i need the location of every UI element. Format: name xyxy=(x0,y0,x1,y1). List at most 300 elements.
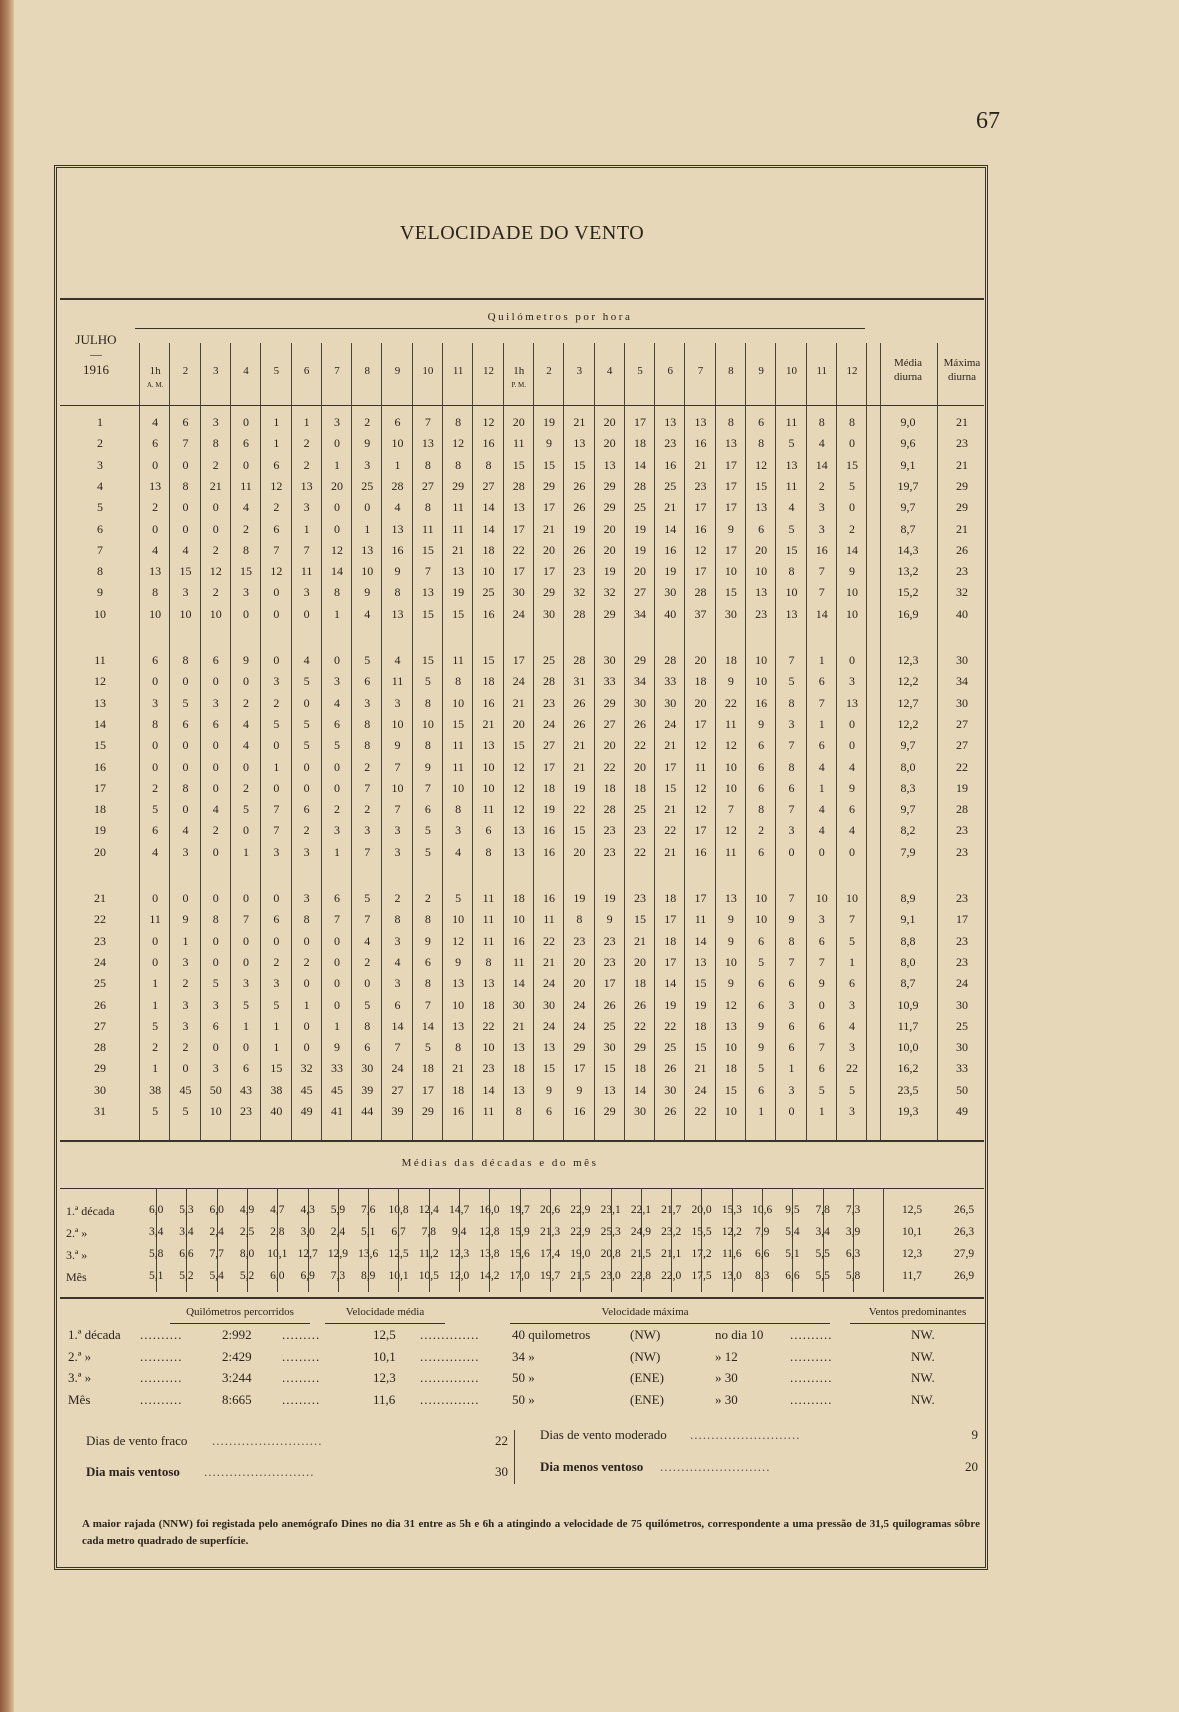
table-cell: 15 xyxy=(694,976,707,991)
table-cell: 8 xyxy=(364,738,371,753)
day-number: 9 xyxy=(97,585,103,600)
summary-dots: .......... xyxy=(790,1327,833,1342)
table-cell: 20 xyxy=(573,844,586,859)
table-cell: 12 xyxy=(724,997,737,1012)
table-cell: 34 xyxy=(633,606,646,621)
table-cell: 7 xyxy=(424,780,431,795)
table-cell: 40 xyxy=(270,1104,283,1118)
table-cell: 5 xyxy=(182,695,189,710)
daily-max: 22 xyxy=(956,759,968,774)
daily-mean: 16,9 xyxy=(897,606,919,621)
summary-label: 1.ª década xyxy=(68,1327,121,1342)
table-cell: 12 xyxy=(694,802,707,817)
table-cell: 3 xyxy=(394,933,401,948)
table-cell: 20 xyxy=(755,542,768,557)
table-cell: 17 xyxy=(724,478,737,493)
daily-max: 25 xyxy=(956,1018,968,1033)
days-label: Dias de vento moderado xyxy=(540,1427,667,1442)
day-number: 5 xyxy=(97,500,103,515)
table-cell: 15 xyxy=(421,653,434,667)
table-cell: 15 xyxy=(573,823,586,838)
summary-dots: ......... xyxy=(282,1327,321,1342)
table-cell: 8 xyxy=(788,564,795,579)
table-cell: 14 xyxy=(846,542,859,557)
hour-header: 2 xyxy=(182,365,189,377)
table-cell: 10 xyxy=(785,585,798,600)
table-cell: 8 xyxy=(849,415,856,429)
decade-cell: 5,2 xyxy=(239,1270,255,1282)
table-cell: 21 xyxy=(512,695,525,710)
table-cell: 1 xyxy=(758,1104,765,1118)
decade-cell: 22,8 xyxy=(630,1270,651,1282)
table-cell: 13 xyxy=(391,521,404,536)
table-cell: 13 xyxy=(694,954,707,969)
table-cell: 5 xyxy=(424,823,431,838)
table-cell: 10 xyxy=(179,606,192,621)
table-cell: 15 xyxy=(724,1082,737,1097)
table-cell: 0 xyxy=(303,933,310,948)
table-cell: 0 xyxy=(243,457,250,472)
table-cell: 21 xyxy=(452,1061,465,1076)
table-cell: 23 xyxy=(694,478,707,493)
table-cell: 39 xyxy=(361,1082,374,1097)
decade-cell: 6,6 xyxy=(179,1248,194,1260)
table-cell: 10 xyxy=(755,653,768,667)
summary-dia: » 30 xyxy=(715,1391,738,1407)
table-cell: 13 xyxy=(452,1018,465,1033)
decade-cell: 13,0 xyxy=(721,1270,742,1282)
decade-cell: 8,0 xyxy=(239,1248,255,1260)
table-cell: 3 xyxy=(788,997,795,1012)
table-cell: 6 xyxy=(152,436,159,451)
table-cell: 0 xyxy=(303,759,310,774)
table-cell: 33 xyxy=(330,1061,343,1076)
decade-cell: 12,2 xyxy=(721,1226,742,1238)
daily-mean: 8,0 xyxy=(900,954,916,969)
table-cell: 0 xyxy=(182,891,189,905)
decade-cell: 22,9 xyxy=(570,1226,591,1238)
table-cell: 7 xyxy=(243,912,250,927)
table-cell: 8 xyxy=(485,844,492,859)
summary-header-km: Quilómetros percorridos xyxy=(186,1306,294,1318)
hour-header: 9 xyxy=(758,365,764,377)
daily-max: 27 xyxy=(956,738,968,753)
table-cell: 13 xyxy=(573,436,586,451)
table-cell: 25 xyxy=(543,653,556,667)
table-cell: 6 xyxy=(394,997,401,1012)
table-cell: 14 xyxy=(694,933,707,948)
table-cell: 25 xyxy=(633,500,646,515)
table-cell: 13 xyxy=(724,891,737,905)
table-cell: 22 xyxy=(633,844,646,859)
summary-max: 40 quilometros xyxy=(512,1327,591,1342)
day-number: 21 xyxy=(94,891,106,905)
table-cell: 17 xyxy=(512,564,525,579)
table-cell: 6 xyxy=(849,802,856,817)
table-cell: 0 xyxy=(152,738,159,753)
table-cell: 3 xyxy=(182,844,189,859)
table-cell: 11 xyxy=(240,478,252,493)
table-cell: 6 xyxy=(424,802,431,817)
table-cell: 8 xyxy=(152,716,159,731)
decade-cell: 15,9 xyxy=(509,1226,530,1238)
table-cell: 15 xyxy=(755,478,768,493)
table-cell: 12 xyxy=(694,738,707,753)
table-cell: 2 xyxy=(152,500,159,515)
table-cell: 10 xyxy=(482,759,495,774)
daily-max: 21 xyxy=(956,457,968,472)
table-cell: 6 xyxy=(546,1104,553,1118)
daily-mean: 16,2 xyxy=(897,1061,919,1076)
table-cell: 23 xyxy=(633,823,646,838)
table-cell: 18 xyxy=(482,674,495,689)
table-cell: 17 xyxy=(724,500,737,515)
table-cell: 4 xyxy=(182,823,189,838)
table-cell: 17 xyxy=(603,976,616,991)
table-cell: 10 xyxy=(391,716,404,731)
table-cell: 25 xyxy=(633,802,646,817)
table-cell: 29 xyxy=(543,585,556,600)
table-cell: 15 xyxy=(421,542,434,557)
decade-max: 26,9 xyxy=(953,1270,975,1282)
daily-max: 21 xyxy=(956,521,968,536)
summary-dia: » 12 xyxy=(715,1348,738,1364)
table-cell: 11 xyxy=(149,912,161,927)
table-cell: 0 xyxy=(788,1104,795,1118)
table-cell: 21 xyxy=(694,1061,707,1076)
table-cell: 11 xyxy=(482,891,495,905)
decade-cell: 5,5 xyxy=(815,1270,830,1282)
table-cell: 29 xyxy=(603,606,616,621)
table-cell: 3 xyxy=(818,912,825,927)
table-cell: 3 xyxy=(364,823,371,838)
table-cell: 26 xyxy=(664,1061,677,1076)
table-cell: 0 xyxy=(182,457,189,472)
table-cell: 4 xyxy=(849,1018,856,1033)
hour-header: 3 xyxy=(576,365,583,377)
decade-cell: 7,6 xyxy=(361,1204,376,1216)
daily-mean: 23,5 xyxy=(897,1082,919,1097)
table-cell: 28 xyxy=(664,653,677,667)
table-cell: 19 xyxy=(573,780,586,795)
table-cell: 0 xyxy=(212,954,219,969)
decade-cell: 4,7 xyxy=(270,1204,285,1216)
table-cell: 22 xyxy=(482,1018,495,1033)
table-cell: 4 xyxy=(394,954,401,969)
table-cell: 0 xyxy=(182,802,189,817)
table-cell: 13 xyxy=(512,823,525,838)
table-cell: 6 xyxy=(758,976,765,991)
table-cell: 13 xyxy=(391,606,404,621)
table-cell: 11 xyxy=(785,415,798,429)
table-cell: 1 xyxy=(273,759,280,774)
decade-cell: 5,4 xyxy=(209,1270,224,1282)
table-cell: 7 xyxy=(818,585,825,600)
table-cell: 21 xyxy=(664,844,677,859)
table-cell: 6 xyxy=(243,436,250,451)
day-number: 16 xyxy=(94,759,106,774)
table-cell: 44 xyxy=(361,1104,374,1118)
table-cell: 27 xyxy=(391,1082,404,1097)
table-cell: 19 xyxy=(452,585,465,600)
table-cell: 10 xyxy=(361,564,374,579)
table-cell: 17 xyxy=(724,457,737,472)
table-cell: 18 xyxy=(512,891,525,905)
table-cell: 10 xyxy=(482,1040,495,1055)
table-cell: 28 xyxy=(391,478,404,493)
table-cell: 8 xyxy=(212,912,219,927)
day-number: 24 xyxy=(94,954,106,969)
table-cell: 8 xyxy=(727,415,734,429)
table-cell: 8 xyxy=(182,653,189,667)
table-cell: 5 xyxy=(303,716,310,731)
daily-mean: 19,3 xyxy=(897,1104,919,1118)
table-cell: 2 xyxy=(243,695,250,710)
table-cell: 2 xyxy=(758,823,765,838)
table-cell: 3 xyxy=(212,997,219,1012)
table-cell: 23 xyxy=(603,933,616,948)
day-number: 14 xyxy=(94,716,106,731)
table-cell: 8 xyxy=(394,585,401,600)
table-cell: 17 xyxy=(694,823,707,838)
table-cell: 22 xyxy=(694,1104,707,1118)
table-cell: 8 xyxy=(364,716,371,731)
daily-mean: 9,6 xyxy=(900,436,916,451)
day-number: 3 xyxy=(97,457,103,472)
table-cell: 2 xyxy=(424,891,431,905)
day-number: 11 xyxy=(94,653,106,667)
table-cell: 17 xyxy=(512,653,525,667)
table-cell: 3 xyxy=(212,1061,219,1076)
decade-cell: 6,9 xyxy=(300,1270,315,1282)
hour-header: 8 xyxy=(364,365,370,377)
table-cell: 18 xyxy=(633,976,646,991)
decade-cell: 7,3 xyxy=(845,1204,861,1216)
table-cell: 12 xyxy=(330,542,343,557)
table-cell: 4 xyxy=(152,415,159,429)
table-cell: 24 xyxy=(543,716,556,731)
table-cell: 0 xyxy=(243,891,250,905)
table-cell: 13 xyxy=(664,415,677,429)
table-cell: 30 xyxy=(633,1104,646,1118)
table-cell: 8 xyxy=(212,436,219,451)
table-cell: 13 xyxy=(603,1082,616,1097)
table-cell: 11 xyxy=(482,933,495,948)
table-cell: 24 xyxy=(512,606,525,621)
table-cell: 8 xyxy=(424,738,431,753)
table-cell: 6 xyxy=(788,976,795,991)
table-cell: 6 xyxy=(818,1018,825,1033)
summary-km: 2:992 xyxy=(222,1327,252,1342)
summary-dia: no dia 10 xyxy=(715,1327,764,1342)
table-cell: 9 xyxy=(333,1040,340,1055)
table-cell: 16 xyxy=(664,457,677,472)
decade-label: 3.ª » xyxy=(66,1248,88,1262)
table-cell: 9 xyxy=(364,436,371,451)
day-number: 1 xyxy=(97,415,103,429)
table-cell: 7 xyxy=(303,542,310,557)
table-cell: 0 xyxy=(182,674,189,689)
table-cell: 0 xyxy=(333,436,340,451)
table-cell: 45 xyxy=(300,1082,313,1097)
summary-dots: ......... xyxy=(282,1391,321,1407)
table-cell: 15 xyxy=(664,780,677,795)
table-cell: 9 xyxy=(546,436,553,451)
media-header: Média xyxy=(893,357,923,369)
table-cell: 9 xyxy=(394,738,401,753)
table-cell: 40 xyxy=(664,606,677,621)
summary-dots: ......... xyxy=(282,1348,321,1364)
day-number: 27 xyxy=(94,1018,106,1033)
table-cell: 0 xyxy=(273,738,280,753)
table-cell: 9 xyxy=(606,912,613,927)
daily-mean: 9,1 xyxy=(900,912,916,927)
table-cell: 17 xyxy=(664,912,677,927)
decade-cell: 5,8 xyxy=(148,1248,164,1260)
summary-media: 12,5 xyxy=(373,1327,396,1342)
decade-cell: 12,8 xyxy=(479,1226,500,1238)
table-cell: 32 xyxy=(300,1061,313,1076)
table-cell: 22 xyxy=(724,695,737,710)
days-label: Dia menos ventoso xyxy=(540,1459,644,1474)
table-cell: 23 xyxy=(573,564,586,579)
decade-cell: 21,5 xyxy=(570,1270,591,1282)
table-cell: 22 xyxy=(664,1018,677,1033)
table-cell: 16 xyxy=(391,542,404,557)
table-cell: 1 xyxy=(788,1061,795,1076)
table-cell: 12 xyxy=(694,780,707,795)
table-cell: 20 xyxy=(603,521,616,536)
table-cell: 12 xyxy=(512,759,525,774)
table-cell: 31 xyxy=(573,674,586,689)
decade-cell: 2,4 xyxy=(209,1226,224,1238)
table-cell: 5 xyxy=(788,521,795,536)
table-cell: 1 xyxy=(273,436,280,451)
day-number: 18 xyxy=(94,802,106,817)
table-cell: 7 xyxy=(273,802,280,817)
summary-km: 2:429 xyxy=(222,1348,252,1364)
table-cell: 11 xyxy=(300,564,313,579)
table-cell: 8 xyxy=(455,802,462,817)
table-cell: 28 xyxy=(573,653,586,667)
table-cell: 12 xyxy=(755,457,768,472)
table-cell: 21 xyxy=(573,759,586,774)
table-cell: 23 xyxy=(664,436,677,451)
table-cell: 17 xyxy=(573,1061,586,1076)
table-cell: 0 xyxy=(212,933,219,948)
table-cell: 0 xyxy=(849,653,856,667)
table-cell: 3 xyxy=(182,1018,189,1033)
table-cell: 13 xyxy=(755,500,768,515)
table-cell: 10 xyxy=(724,954,737,969)
table-cell: 9 xyxy=(243,653,250,667)
table-cell: 10 xyxy=(755,564,768,579)
table-cell: 18 xyxy=(664,933,677,948)
table-cell: 19 xyxy=(664,997,677,1012)
table-cell: 7 xyxy=(788,891,795,905)
table-cell: 29 xyxy=(603,500,616,515)
table-cell: 9 xyxy=(727,976,734,991)
table-cell: 4 xyxy=(243,738,250,753)
table-cell: 22 xyxy=(573,802,586,817)
daily-max: 23 xyxy=(956,933,968,948)
table-cell: 13 xyxy=(846,695,859,710)
table-cell: 23 xyxy=(240,1104,253,1118)
decade-cell: 21,5 xyxy=(630,1248,651,1260)
hour-header: 5 xyxy=(273,365,280,377)
table-cell: 11 xyxy=(543,912,555,927)
summary-dots: .......... xyxy=(140,1370,183,1385)
summary-dots: .............. xyxy=(420,1327,480,1342)
decade-cell: 15,3 xyxy=(721,1204,742,1216)
decade-cell: 21,3 xyxy=(539,1226,561,1238)
table-cell: 13 xyxy=(482,976,495,991)
table-cell: 11 xyxy=(512,436,525,451)
table-cell: 1 xyxy=(333,606,340,621)
table-cell: 18 xyxy=(543,780,556,795)
decade-cell: 23,1 xyxy=(600,1204,621,1216)
decade-cell: 5,3 xyxy=(179,1204,194,1216)
table-cell: 9 xyxy=(455,954,462,969)
table-cell: 15 xyxy=(240,564,253,579)
table-cell: 0 xyxy=(212,674,219,689)
table-cell: 7 xyxy=(364,912,371,927)
summary-dots: .............. xyxy=(420,1391,480,1407)
decade-cell: 12,7 xyxy=(297,1248,318,1260)
table-cell: 0 xyxy=(243,1040,250,1055)
table-cell: 33 xyxy=(603,674,616,689)
table-cell: 19 xyxy=(603,564,616,579)
table-cell: 5 xyxy=(243,802,250,817)
table-cell: 0 xyxy=(212,738,219,753)
table-cell: 18 xyxy=(633,436,646,451)
table-cell: 28 xyxy=(694,585,707,600)
table-cell: 13 xyxy=(452,976,465,991)
table-cell: 0 xyxy=(788,844,795,859)
decade-cell: 13,8 xyxy=(479,1248,500,1260)
table-cell: 6 xyxy=(273,521,280,536)
table-cell: 14 xyxy=(482,1082,495,1097)
table-cell: 4 xyxy=(818,802,825,817)
table-cell: 18 xyxy=(724,653,737,667)
decade-cell: 2,5 xyxy=(239,1226,255,1238)
table-cell: 8 xyxy=(455,674,462,689)
summary-max: 50 » xyxy=(512,1370,535,1385)
table-cell: 0 xyxy=(243,823,250,838)
decade-cell: 4,9 xyxy=(239,1204,255,1216)
decade-cell: 15,6 xyxy=(509,1248,530,1260)
table-cell: 16 xyxy=(482,436,495,451)
table-cell: 1 xyxy=(273,1040,280,1055)
table-cell: 6 xyxy=(303,802,310,817)
table-cell: 9 xyxy=(849,564,856,579)
table-cell: 0 xyxy=(303,1040,310,1055)
table-cell: 24 xyxy=(512,674,525,689)
table-cell: 26 xyxy=(573,500,586,515)
table-cell: 15 xyxy=(512,457,525,472)
day-number: 19 xyxy=(94,823,106,838)
decade-cell: 11,2 xyxy=(418,1248,439,1260)
table-cell: 11 xyxy=(452,738,464,753)
table-cell: 27 xyxy=(633,585,646,600)
table-cell: 16 xyxy=(755,695,768,710)
decade-cell: 23,0 xyxy=(600,1270,621,1282)
table-cell: 14 xyxy=(421,1018,434,1033)
table-cell: 6 xyxy=(333,891,340,905)
table-cell: 13 xyxy=(724,436,737,451)
table-cell: 20 xyxy=(694,653,707,667)
table-cell: 0 xyxy=(364,976,371,991)
